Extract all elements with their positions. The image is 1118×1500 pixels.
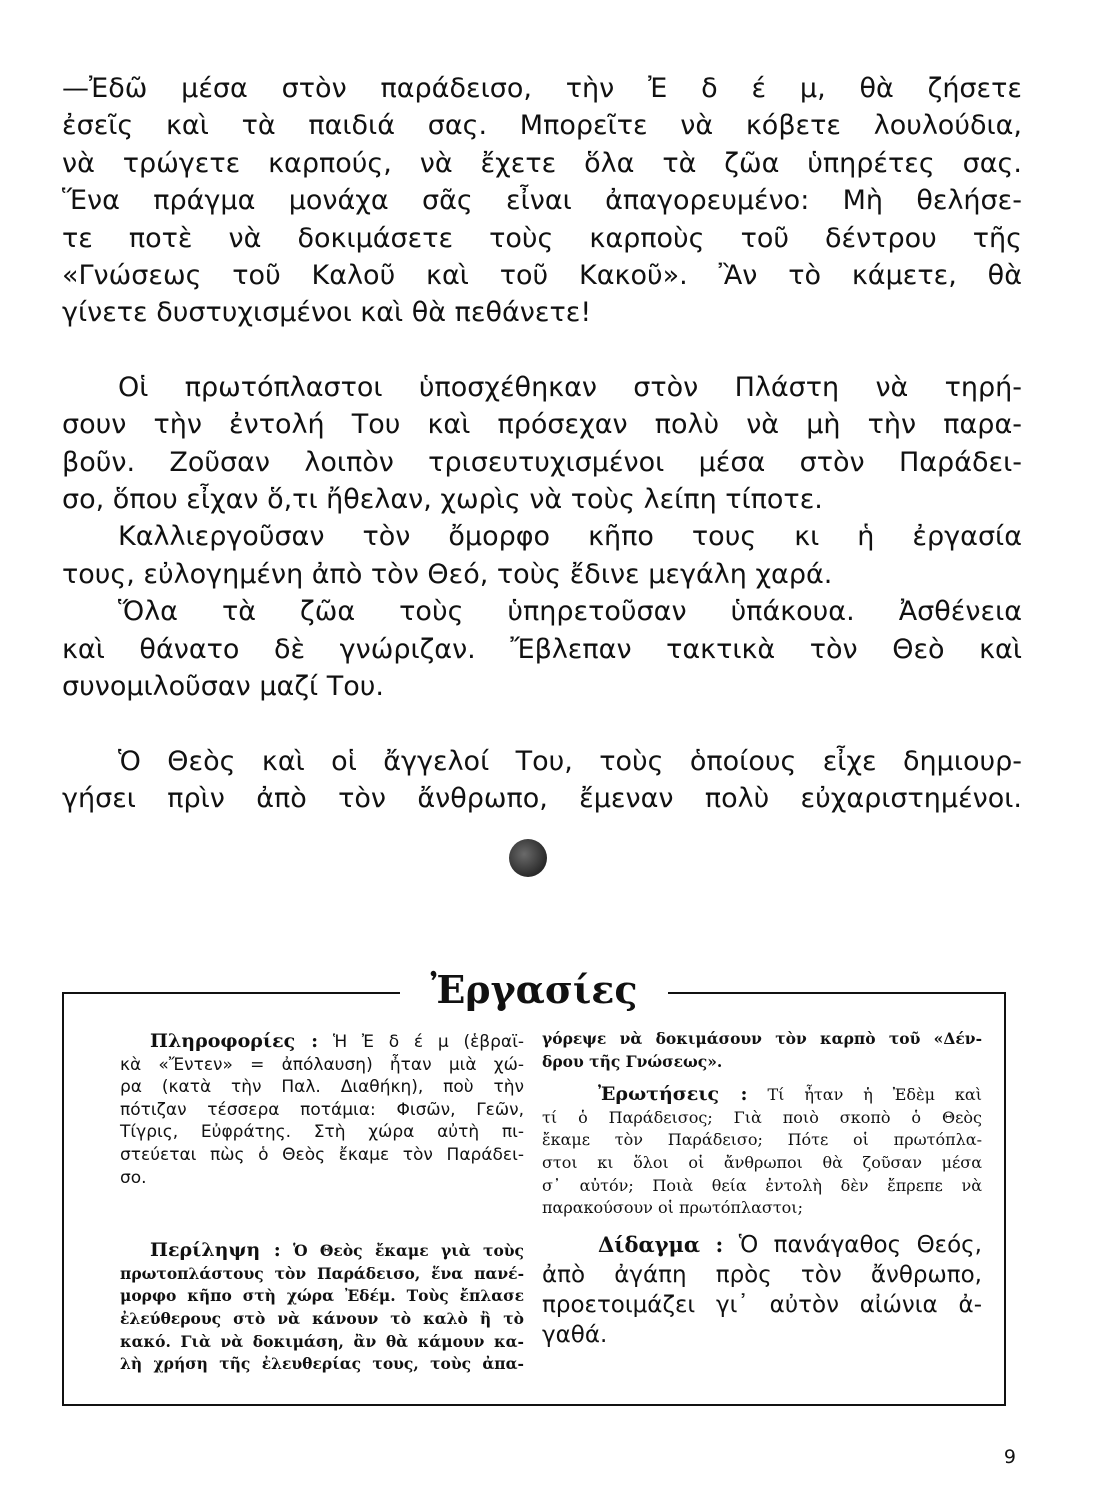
text-line: Καλλιεργοῦσαν τὸν ὄμορφο κῆπο τους κι ἡ ἐργασία bbox=[118, 521, 1022, 553]
text-line: ἀπὸ ἀγάπη πρὸς τὸν ἄνθρωπο, bbox=[542, 1261, 982, 1288]
divider bbox=[668, 992, 1006, 994]
text-line: Ὁ Θεὸς καὶ οἱ ἄγγελοί Του, τοὺς ὁποίους εἶχε δημιουρ- bbox=[118, 745, 1022, 777]
text-line: συνομιλοῦσαν μαζί Του. bbox=[62, 671, 384, 703]
text-line: Ὁ πανάγαθος Θεός, bbox=[738, 1231, 982, 1258]
text-line: προετοιμάζει γι᾿ αὐτὸν αἰώνια ἀ- bbox=[542, 1291, 982, 1318]
paragraph-4 bbox=[62, 593, 1022, 705]
questions-section bbox=[542, 1083, 982, 1220]
text-line: γίνετε δυστυχισμένοι καὶ θὰ πεθάνετε! bbox=[62, 297, 592, 329]
information-section bbox=[120, 1030, 524, 1189]
text-line: σ᾿ αὐτόν; Ποιὰ θεία ἐντολὴ δὲν ἔπρεπε νὰ bbox=[542, 1175, 982, 1195]
page-number: 9 bbox=[1003, 1446, 1016, 1468]
text-line: Τίγρις, Εὐφράτης. Στὴ χώρα αὐτὴ πι- bbox=[120, 1122, 524, 1143]
exercises-title: Ἐργασίες bbox=[430, 967, 638, 1012]
text-line: ἔκαμε τὸν Παράδεισο; Πότε οἱ πρωτόπλα- bbox=[542, 1130, 982, 1150]
text-line: πότιζαν τέσσερα ποτάμια: Φισῶν, Γεῶν, bbox=[120, 1099, 524, 1120]
text-line: βοῦν. Ζοῦσαν λοιπὸν τρισευτυχισμένοι μέσα στὸν Παράδει- bbox=[62, 446, 1022, 478]
text-line: ἐσεῖς καὶ τὰ παιδιά σας. Μπορεῖτε νὰ κόβετε λουλούδια, bbox=[62, 110, 1022, 142]
exercises-box bbox=[62, 992, 1006, 1406]
text-line: τε ποτὲ νὰ δοκιμάσετε τοὺς καρποὺς τοῦ δέντρου τῆς bbox=[62, 222, 1022, 254]
text-line: γόρεψε νὰ δοκιμάσουν τὸν καρπὸ τοῦ «Δέν- bbox=[542, 1029, 982, 1048]
exercises-header bbox=[62, 965, 1006, 1025]
text-line: τί ὁ Παράδεισος; Γιὰ ποιὸ σκοπὸ ὁ Θεὸς bbox=[542, 1107, 982, 1127]
text-line: Ὁ Θεὸς ἔκαμε γιὰ τοὺς bbox=[293, 1241, 524, 1261]
text-line: Οἱ πρωτόπλαστοι ὑποσχέθηκαν στὸν Πλάστη νὰ τηρή- bbox=[118, 371, 1022, 403]
paragraph-2 bbox=[62, 369, 1022, 519]
exercises-left-column bbox=[120, 1030, 524, 1376]
text-line: σο. bbox=[120, 1167, 147, 1188]
text-line: Ἕνα πράγμα μονάχα σᾶς εἶναι ἀπαγορευμένο: Μὴ θελήσε- bbox=[62, 185, 1022, 217]
text-line: λὴ χρήση τῆς ἐλευθερίας τους, τοὺς ἀπα- bbox=[120, 1354, 524, 1374]
text-line: γήσει πρὶν ἀπὸ τὸν ἄνθρωπο, ἔμεναν πολὺ εὐχαριστημένοι. bbox=[62, 782, 1022, 814]
text-line: σο, ὅπου εἶχαν ὅ,τι ἤθελαν, χωρὶς νὰ τοὺς λείπη τίποτε. bbox=[62, 484, 823, 516]
text-line: μορφο κῆπο στὴ χώρα Ἐδέμ. Τοὺς ἔπλασε bbox=[120, 1286, 524, 1306]
text-line: Τί ἦταν ἡ Ἐδὲμ καὶ bbox=[767, 1085, 982, 1105]
text-line: ρα (κατὰ τὴν Παλ. Διαθήκη), ποὺ τὴν bbox=[120, 1077, 524, 1098]
text-line: «Γνώσεως τοῦ Καλοῦ καὶ τοῦ Κακοῦ». Ἂν τὸ κάμετε, θὰ bbox=[62, 260, 1022, 292]
lesson-section bbox=[542, 1230, 982, 1350]
text-line: καὶ θάνατο δὲ γνώριζαν. Ἔβλεπαν τακτικὰ τὸν Θεὸ καὶ bbox=[62, 633, 1022, 665]
exercises-right-column bbox=[542, 1028, 982, 1350]
paragraph-1 bbox=[62, 70, 1022, 332]
text-line: στεύεται πὼς ὁ Θεὸς ἔκαμε τὸν Παράδει- bbox=[120, 1144, 524, 1165]
text-line: τους, εὐλογημένη ἀπὸ τὸν Θεό, τοὺς ἔδινε μεγάλη χαρά. bbox=[62, 558, 833, 590]
narrative-text bbox=[62, 70, 1022, 817]
text-line: ἐλεύθερους στὸ νὰ κάνουν τὸ καλὸ ἢ τὸ bbox=[120, 1308, 524, 1328]
summary-section bbox=[120, 1239, 524, 1376]
text-line: νὰ τρώγετε καρπούς, νὰ ἔχετε ὅλα τὰ ζῶα ὑπηρέτες σας. bbox=[62, 147, 1022, 179]
text-line: κὰ «Ἔντεν» = ἀπόλαυση) ἦταν μιὰ χώ- bbox=[120, 1054, 524, 1075]
text-line: Ὅλα τὰ ζῶα τοὺς ὑπηρετοῦσαν ὑπάκουα. Ἀσθένεια bbox=[118, 596, 1022, 628]
text-line: Ἡ Ἐ δ έ μ (ἑβραϊ- bbox=[332, 1032, 524, 1052]
paragraph-3 bbox=[62, 518, 1022, 593]
bullet-ornament bbox=[509, 839, 547, 877]
text-line: δρου τῆς Γνώσεως». bbox=[542, 1051, 723, 1071]
text-line: γαθά. bbox=[542, 1321, 608, 1348]
paragraph-5 bbox=[62, 743, 1022, 818]
questions-label: Ἐρωτήσεις : bbox=[598, 1083, 748, 1106]
text-line: κακό. Γιὰ νὰ δοκιμάση, ἂν θὰ κάμουν κα- bbox=[120, 1331, 524, 1351]
text-line: —Ἐδῶ μέσα στὸν παράδεισο, τὴν Ἐ δ έ μ, θὰ ζήσετε bbox=[62, 73, 1022, 104]
divider bbox=[62, 992, 400, 994]
text-line: πρωτοπλάστους τὸν Παράδεισο, ἕνα πανέ- bbox=[120, 1263, 524, 1283]
information-label: Πληροφορίες : bbox=[150, 1030, 319, 1052]
text-line: στοι κι ὅλοι οἱ ἄνθρωποι θὰ ζοῦσαν μέσα bbox=[542, 1152, 982, 1172]
summary-continued bbox=[542, 1028, 982, 1073]
text-line: παρακούσουν οἱ πρωτόπλαστοι; bbox=[542, 1198, 803, 1218]
lesson-label: Δίδαγμα : bbox=[598, 1231, 724, 1257]
text-line: σουν τὴν ἐντολή Του καὶ πρόσεχαν πολὺ νὰ μὴ τὴν παρα- bbox=[62, 409, 1022, 441]
summary-label: Περίληψη : bbox=[150, 1239, 281, 1262]
